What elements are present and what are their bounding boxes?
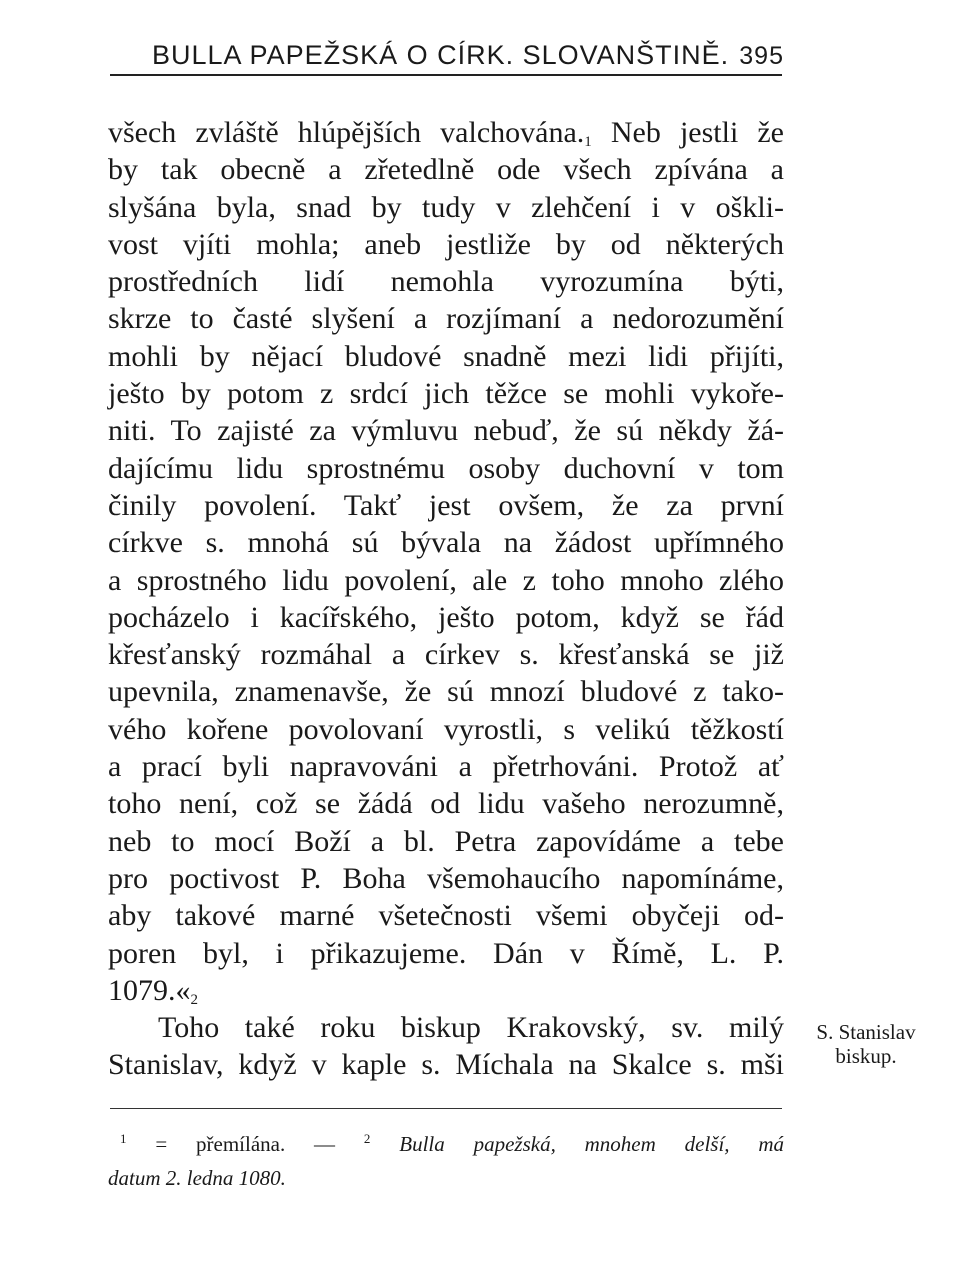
text-line: křesťanský rozmáhal a církev s. křesťanská se již: [108, 638, 784, 672]
footnotes: [108, 1122, 784, 1195]
text-line: pocházelo i kacířského, ješto potom, když se řád: [108, 600, 784, 634]
body-text: [108, 114, 784, 1084]
paragraph-start-line: Toho také roku biskup Krakovský, sv. milý: [158, 1011, 784, 1045]
page-number: 395: [739, 42, 784, 70]
footnote-rule: [110, 1108, 782, 1109]
footnote-line: datum 2. ledna 1080.: [108, 1166, 286, 1190]
footnote-2-text: Bulla papežská, mnohem delší, má: [399, 1132, 785, 1156]
text-line: poren byl, i přikazujeme. Dán v Římě, L. P.: [108, 936, 784, 970]
text-line: a sprostného lidu povolení, ale z toho mnoho zlého: [108, 563, 784, 597]
text-line: niti. To zajisté za výmluvu nebuď, že sú někdy žá-: [108, 414, 784, 448]
text-line: Stanislav, když v kaple s. Míchala na Skalce s. mši: [108, 1048, 784, 1082]
margin-note-line: S. Stanislav: [816, 1020, 916, 1044]
text-line: by tak obecně a zřetedlně ode všech zpívána a: [108, 153, 784, 187]
text-line: aby takové marné všetečnosti všemi obyčeji od-: [108, 899, 784, 933]
text-line: vost vjíti mohla; aneb jestliže by od některých: [108, 227, 784, 261]
header-rule: [110, 74, 782, 76]
footnote-line: [108, 1122, 784, 1161]
footnote-mark: 2: [363, 1131, 371, 1146]
text-line: všech zvláště hlúpějších $valchována._1$ Neb jestli že: [108, 116, 784, 150]
text-line: dajícímu lidu sprostnému osoby duchovní v tom: [108, 451, 784, 485]
text-line: pro poctivost P. Boha všemohaucího napomínáme,: [108, 861, 784, 895]
text-line: neb to mocí Boží a bl. Petra zapovídáme a tebe: [108, 824, 784, 858]
footnote-mark: 1: [120, 1131, 127, 1146]
text-line: mohli by nějací bludové snadně mezi lidi přijíti,: [108, 339, 784, 373]
text-line: církve s. mnohá sú bývala na žádost upřímného: [108, 526, 784, 560]
margin-note: [796, 1020, 936, 1068]
text-line: prostředních lidí nemohla vyrozumína býti,: [108, 265, 784, 299]
running-header: [108, 36, 784, 76]
text-line: činily povolení. Takť jest ovšem, že za první: [108, 488, 784, 522]
text-line: $1079.«_2$: [108, 973, 198, 1008]
running-title: BULLA PAPEŽSKÁ O CÍRK. SLOVANŠTINĚ.: [152, 40, 730, 70]
text-line: ješto by potom z srdcí jich těžce se mohli vykoře-: [108, 377, 784, 411]
text-line: a prací byli napravováni a přetrhováni. Protož ať: [108, 750, 784, 784]
text-line: vého kořene povolovaní vyrostli, s velikú těžkostí: [108, 712, 784, 746]
footnote-ref: 1: [584, 134, 592, 150]
text-line: upevnila, znamenavše, že sú mnozí bludové z tako-: [108, 675, 784, 709]
footnote-ref: 2: [190, 991, 198, 1008]
footnote-1-text: = přemílána. —: [155, 1132, 336, 1156]
margin-note-line: biskup.: [835, 1044, 897, 1068]
text-line: skrze to časté slyšení a rozjímaní a nedorozumění: [108, 302, 784, 336]
text-line: slyšána byla, snad by tudy v zlehčení i v oškli-: [108, 190, 784, 224]
text-line: toho není, což se žádá od lidu vašeho nerozumně,: [108, 787, 784, 821]
